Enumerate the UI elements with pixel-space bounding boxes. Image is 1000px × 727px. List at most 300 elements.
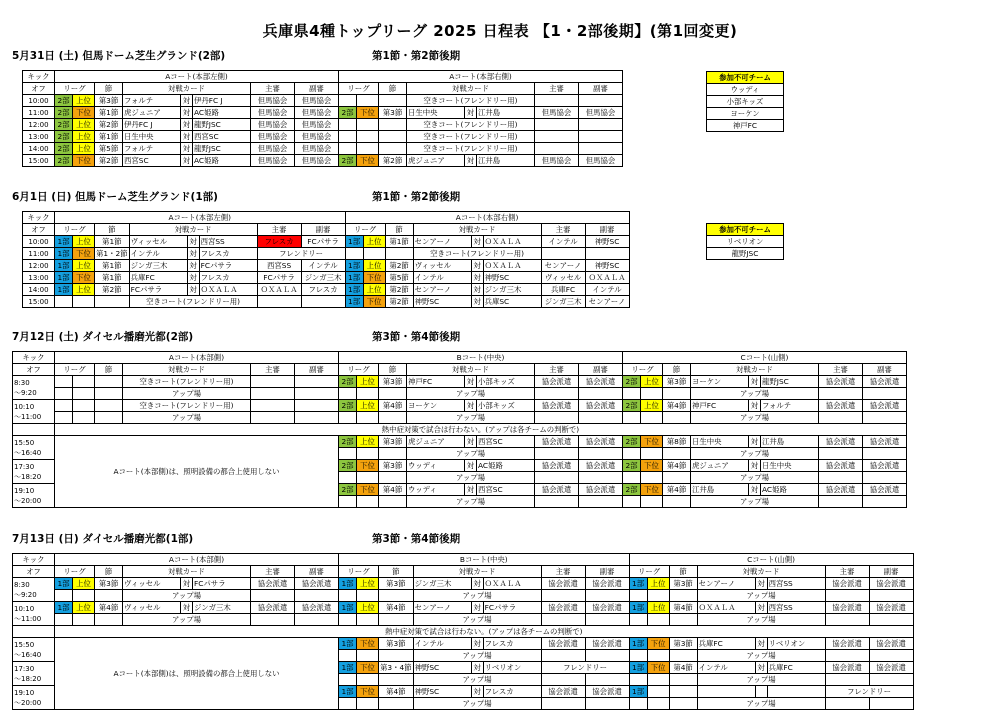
match-cell: 2部 [55, 95, 73, 107]
match-cell: 対 [471, 260, 483, 272]
match-cell: 下位 [641, 436, 663, 448]
cell [95, 376, 123, 388]
unavailable-team: 龍野JSC [707, 248, 784, 260]
court-header: Aコート(本部左側) [55, 212, 346, 224]
cell [869, 590, 913, 602]
cell [535, 119, 579, 131]
match-cell: FCパサラ [193, 578, 251, 590]
cell [623, 412, 641, 424]
match-cell: センアーノ [541, 260, 585, 272]
match-cell: 1部 [339, 602, 357, 614]
match-cell: 下位 [641, 460, 663, 472]
cell [95, 590, 123, 602]
cell [339, 412, 357, 424]
match-cell: 協会派遣 [863, 484, 907, 496]
cell [663, 496, 691, 508]
ref2-header: 副審 [295, 83, 339, 95]
kickoff-time: 12:00 [23, 119, 55, 131]
setsu-header: 節 [95, 224, 130, 236]
match-cell: 対 [187, 248, 199, 260]
match-cell: 下位 [363, 272, 385, 284]
match-cell: 第1節 [385, 236, 413, 248]
match-cell: 第2節 [379, 155, 407, 167]
league-header: リーグ [339, 566, 379, 578]
cell [585, 590, 629, 602]
free-court: 空きコート(フレンドリー用) [407, 119, 535, 131]
match-cell: 協会派遣 [825, 662, 869, 674]
match-cell: 但馬協会 [251, 131, 295, 143]
kickoff-time: 11:00 [23, 107, 55, 119]
cell [357, 119, 379, 131]
match-cell: 1部 [55, 284, 73, 296]
cell [379, 412, 407, 424]
kickoff-time: 12:00 [23, 260, 55, 272]
match-cell: 対 [181, 131, 193, 143]
kickoff-end: ～11:00 [14, 614, 42, 623]
section-round: 第1節・第2節後期 [372, 50, 461, 62]
match-cell: 協会派遣 [579, 484, 623, 496]
schedule-table [22, 211, 630, 308]
kickoff-time: 15:00 [23, 296, 55, 308]
cell [13, 626, 55, 638]
cell [541, 248, 585, 260]
cell [379, 143, 407, 155]
match-cell: 第2節 [95, 155, 123, 167]
match-cell: 2部 [55, 143, 73, 155]
match-cell: 2部 [623, 436, 641, 448]
warmup-area: アップ場 [697, 698, 825, 710]
match-cell: 伊丹FC J [193, 95, 251, 107]
match-cell: 第5節 [95, 143, 123, 155]
section-date: 7月13日 (日) ダイセル播磨光都(1部) [12, 533, 194, 545]
cell [669, 614, 697, 626]
card-header: 対戦カード [123, 364, 251, 376]
cell [641, 472, 663, 484]
cell [251, 412, 295, 424]
match-cell: 1部 [339, 686, 357, 698]
match-cell: 第2節 [95, 284, 130, 296]
match-cell: 上位 [73, 95, 95, 107]
court-header: Aコート(本部右側) [345, 212, 629, 224]
unavailable-header: 参加不可チーム [707, 72, 784, 84]
league-header: リーグ [339, 83, 379, 95]
unavailable-team: 小部キッズ [707, 96, 784, 108]
match-cell: 但馬協会 [251, 95, 295, 107]
kickoff-start: 17:30 [14, 462, 35, 471]
cell [295, 388, 339, 400]
cell [339, 472, 357, 484]
cell [819, 496, 863, 508]
match-cell: 上位 [363, 284, 385, 296]
cell [339, 448, 357, 460]
friendly-cell: フレンドリー [825, 686, 913, 698]
section-date: 5月31日 (土) 但馬ドーム芝生グランド(2部) [12, 50, 226, 62]
kickoff-time [13, 686, 55, 710]
kickoff-time: 14:00 [23, 284, 55, 296]
cell [863, 448, 907, 460]
match-cell: 対 [471, 284, 483, 296]
cell [863, 472, 907, 484]
match-cell: 上位 [73, 131, 95, 143]
match-cell: 1部 [55, 602, 73, 614]
match-cell: 対 [187, 260, 199, 272]
ref1-header: 主審 [535, 83, 579, 95]
match-cell: フレスカ [301, 284, 345, 296]
warmup-area: アップ場 [407, 448, 535, 460]
match-cell: 協会派遣 [819, 400, 863, 412]
match-cell: 協会派遣 [535, 400, 579, 412]
match-cell: 対 [755, 662, 767, 674]
warmup-area: アップ場 [697, 614, 825, 626]
league-header: リーグ [55, 224, 95, 236]
free-court: 空きコート(フレンドリー用) [407, 143, 535, 155]
kickoff-start: 15:50 [14, 438, 35, 447]
match-cell: 対 [749, 376, 761, 388]
match-cell: 第1節 [95, 272, 130, 284]
match-cell: AC姫路 [193, 155, 251, 167]
league-header: リーグ [345, 224, 385, 236]
warmup-area: アップ場 [697, 650, 825, 662]
match-cell: インテル [541, 236, 585, 248]
setsu-header: 節 [379, 364, 407, 376]
card-header: 対戦カード [129, 224, 257, 236]
cell [55, 388, 73, 400]
match-cell: ジンガ三木 [193, 602, 251, 614]
match-cell: 対 [755, 602, 767, 614]
cell [379, 388, 407, 400]
kickoff-start: 8:30 [14, 378, 30, 387]
cell [295, 376, 339, 388]
kickoff-end: ～20:00 [14, 496, 42, 505]
match-cell: AC姫路 [761, 484, 819, 496]
ref2-header: 副審 [579, 364, 623, 376]
match-cell: 西宮SC [123, 155, 181, 167]
warmup-area: アップ場 [691, 472, 819, 484]
match-cell: 上位 [73, 143, 95, 155]
cell [819, 412, 863, 424]
match-cell: 対 [181, 143, 193, 155]
match-cell: 下位 [357, 638, 379, 650]
match-cell: 協会派遣 [579, 436, 623, 448]
match-cell: インテル [129, 248, 187, 260]
match-cell: 但馬協会 [295, 95, 339, 107]
match-cell: 上位 [73, 260, 95, 272]
cell [251, 614, 295, 626]
match-cell: 1部 [629, 686, 647, 698]
warmup-area: アップ場 [691, 412, 819, 424]
match-cell: 協会派遣 [535, 376, 579, 388]
cell [55, 296, 73, 308]
cell [55, 400, 73, 412]
warmup-area: アップ場 [697, 674, 825, 686]
match-cell: 第2節 [95, 119, 123, 131]
match-cell: 協会派遣 [869, 602, 913, 614]
match-cell: 対 [465, 484, 477, 496]
match-cell: 協会派遣 [251, 578, 295, 590]
cell [257, 296, 301, 308]
ref2-header: 副審 [301, 224, 345, 236]
unavailable-header: 参加不可チーム [707, 224, 784, 236]
match-cell: ジンガ三木 [129, 260, 187, 272]
match-cell: 協会派遣 [585, 602, 629, 614]
cell [863, 412, 907, 424]
kickoff-start: 15:50 [14, 640, 35, 649]
kickoff-header: キック [23, 71, 55, 83]
match-cell: ＯＸＡＬＡ [483, 578, 541, 590]
match-cell: 協会派遣 [579, 400, 623, 412]
card-header: 対戦カード [413, 224, 541, 236]
setsu-header: 節 [379, 83, 407, 95]
cell [73, 376, 95, 388]
match-cell: 対 [181, 155, 193, 167]
league-header: リーグ [339, 364, 379, 376]
match-cell: ヴィッセル [541, 272, 585, 284]
free-court: 空きコート(フレンドリー用) [407, 131, 535, 143]
match-cell: 神野SC [483, 272, 541, 284]
match-cell: 但馬協会 [535, 155, 579, 167]
kickoff-start: 17:30 [14, 664, 35, 673]
cell [363, 248, 385, 260]
cell [295, 590, 339, 602]
match-cell: 但馬協会 [535, 107, 579, 119]
match-cell: 神野SC [413, 662, 471, 674]
match-cell: フレスカ [483, 638, 541, 650]
cell [825, 590, 869, 602]
match-cell: 第4節 [669, 662, 697, 674]
warmup-area: アップ場 [123, 590, 251, 602]
match-cell: 協会派遣 [819, 484, 863, 496]
match-cell: 対 [181, 602, 193, 614]
warmup-area: アップ場 [413, 614, 541, 626]
heat-note: 熱中症対策で試合は行わない。(アップは各チームの判断で) [55, 424, 907, 436]
kickoff-header: オフ [23, 224, 55, 236]
match-cell: 但馬協会 [295, 131, 339, 143]
league-header: リーグ [55, 364, 95, 376]
kickoff-time: 15:00 [23, 155, 55, 167]
cell [73, 296, 95, 308]
match-cell: 第3・4節 [380, 662, 412, 672]
cell [541, 614, 585, 626]
cell [379, 472, 407, 484]
kickoff-time [13, 484, 55, 508]
match-cell [647, 686, 669, 698]
match-cell: 協会派遣 [869, 578, 913, 590]
warmup-area: アップ場 [413, 698, 541, 710]
match-cell: 第4節 [379, 400, 407, 412]
match-cell: 上位 [357, 578, 379, 590]
match-cell: 対 [749, 484, 761, 496]
cell [669, 590, 697, 602]
match-cell: 上位 [73, 236, 95, 248]
match-cell: 上位 [73, 284, 95, 296]
kickoff-time: 10:00 [23, 95, 55, 107]
cell [579, 496, 623, 508]
cell [825, 650, 869, 662]
ref2-header: 副審 [585, 224, 629, 236]
match-cell: 下位 [357, 107, 379, 119]
match-cell: 上位 [73, 119, 95, 131]
cell [579, 143, 623, 155]
match-cell: ジンガ三木 [301, 272, 345, 284]
cell [669, 698, 697, 710]
warmup-area: アップ場 [123, 412, 251, 424]
kickoff-time: 14:00 [23, 143, 55, 155]
cell [95, 412, 123, 424]
free-court: 空きコート(フレンドリー用) [123, 376, 251, 388]
match-cell: 対 [471, 602, 483, 614]
match-cell: 協会派遣 [863, 376, 907, 388]
schedule-table [12, 553, 914, 710]
cell [379, 590, 414, 602]
kickoff-time: 13:00 [23, 272, 55, 284]
match-cell: 但馬協会 [295, 107, 339, 119]
kickoff-time: 11:00 [23, 248, 55, 260]
cell [13, 424, 55, 436]
match-cell: 協会派遣 [863, 400, 907, 412]
match-cell: 但馬協会 [295, 143, 339, 155]
league-header: リーグ [55, 83, 95, 95]
match-cell: 協会派遣 [541, 602, 585, 614]
cell [579, 448, 623, 460]
kickoff-time [13, 460, 55, 484]
cell [863, 388, 907, 400]
match-cell: 協会派遣 [869, 662, 913, 674]
section-date: 7月12日 (土) ダイセル播磨光都(2部) [12, 331, 194, 343]
section-date: 6月1日 (日) 但馬ドーム芝生グランド(1部) [12, 191, 218, 203]
match-cell: ＯＸＡＬＡ [257, 284, 301, 296]
match-cell: 第3節 [95, 95, 123, 107]
match-cell: 2部 [623, 460, 641, 472]
cell [357, 472, 379, 484]
cell [825, 614, 869, 626]
cell [579, 131, 623, 143]
cell [251, 590, 295, 602]
section-round: 第3節・第4節後期 [372, 331, 461, 343]
warmup-area: アップ場 [691, 448, 819, 460]
match-cell: ヴィッセル [123, 578, 181, 590]
match-cell: 第4節 [663, 400, 691, 412]
card-header: 対戦カード [123, 566, 251, 578]
match-cell: センアーノ [413, 236, 471, 248]
unavailable-teams-table [706, 223, 784, 260]
match-cell: 協会派遣 [541, 686, 585, 698]
cell [379, 95, 407, 107]
match-cell: 神戸FC [691, 400, 749, 412]
match-cell: 第3節 [379, 107, 407, 119]
cell [579, 388, 623, 400]
cell [339, 388, 357, 400]
match-cell: 1部 [345, 296, 363, 308]
cell [339, 674, 357, 686]
match-cell: 日生中央 [123, 131, 181, 143]
match-cell: 協会派遣 [541, 638, 585, 650]
match-cell: FCパサラ [199, 260, 257, 272]
kickoff-time [13, 436, 55, 460]
setsu-header: 節 [95, 566, 123, 578]
kickoff-end: ～9:20 [14, 590, 37, 599]
match-cell: 下位 [73, 272, 95, 284]
cell [535, 448, 579, 460]
ref1-header: 主審 [535, 364, 579, 376]
kickoff-start: 10:10 [14, 402, 35, 411]
match-cell: 第8節 [663, 436, 691, 448]
match-cell: 虎ジュニア [691, 460, 749, 472]
match-cell: 龍野JSC [193, 143, 251, 155]
match-cell: 1部 [629, 638, 647, 650]
league-header: リーグ [623, 364, 663, 376]
cell [663, 388, 691, 400]
match-cell: 但馬協会 [251, 107, 295, 119]
match-cell: 2部 [339, 107, 357, 119]
match-cell: 協会派遣 [535, 460, 579, 472]
match-cell: 上位 [641, 376, 663, 388]
cell [819, 472, 863, 484]
card-header: 対戦カード [407, 364, 535, 376]
cell [669, 650, 697, 662]
match-cell: 2部 [623, 400, 641, 412]
cell [379, 650, 414, 662]
match-cell: 小部キッズ [477, 400, 535, 412]
match-cell: 協会派遣 [585, 686, 629, 698]
kickoff-start: 10:10 [14, 604, 35, 613]
match-cell: 江井島 [761, 436, 819, 448]
cell [339, 119, 357, 131]
match-cell: 1部 [629, 662, 647, 674]
kickoff-start: 8:30 [14, 580, 30, 589]
match-cell: センアーノ [413, 602, 471, 614]
cell [95, 296, 130, 308]
kickoff-start: 19:10 [14, 486, 35, 495]
cell [379, 614, 414, 626]
match-cell: 2部 [623, 376, 641, 388]
section-round: 第3節・第4節後期 [372, 533, 461, 545]
kickoff-end: ～18:20 [14, 674, 42, 683]
match-cell: 下位 [647, 662, 669, 674]
cell [339, 650, 357, 662]
match-cell: 協会派遣 [251, 602, 295, 614]
match-cell: 協会派遣 [585, 638, 629, 650]
cell [629, 590, 647, 602]
card-header: 対戦カード [691, 364, 819, 376]
match-cell: 対 [749, 460, 761, 472]
free-court: 空きコート(フレンドリー用) [413, 248, 541, 260]
cell [825, 674, 869, 686]
cell [357, 496, 379, 508]
match-cell: 第2節 [385, 260, 413, 272]
match-cell: ジンガ三木 [483, 284, 541, 296]
match-cell: 協会派遣 [579, 460, 623, 472]
free-court: 空きコート(フレンドリー用) [123, 400, 251, 412]
cell [357, 95, 379, 107]
ref1-header: 主審 [251, 566, 295, 578]
match-cell: 協会派遣 [825, 638, 869, 650]
match-cell: 上位 [73, 602, 95, 614]
setsu-header: 節 [95, 83, 123, 95]
cell [385, 248, 413, 260]
match-cell: 2部 [339, 436, 357, 448]
cell [579, 472, 623, 484]
warmup-area: アップ場 [407, 496, 535, 508]
match-cell: AC姫路 [477, 460, 535, 472]
match-cell: 1部 [345, 260, 363, 272]
match-cell: 対 [465, 436, 477, 448]
match-cell: 上位 [641, 400, 663, 412]
ref1-header: 主審 [541, 224, 585, 236]
league-header: リーグ [629, 566, 669, 578]
cell [73, 614, 95, 626]
schedule-table [12, 351, 907, 508]
kickoff-end: ～16:40 [14, 448, 42, 457]
